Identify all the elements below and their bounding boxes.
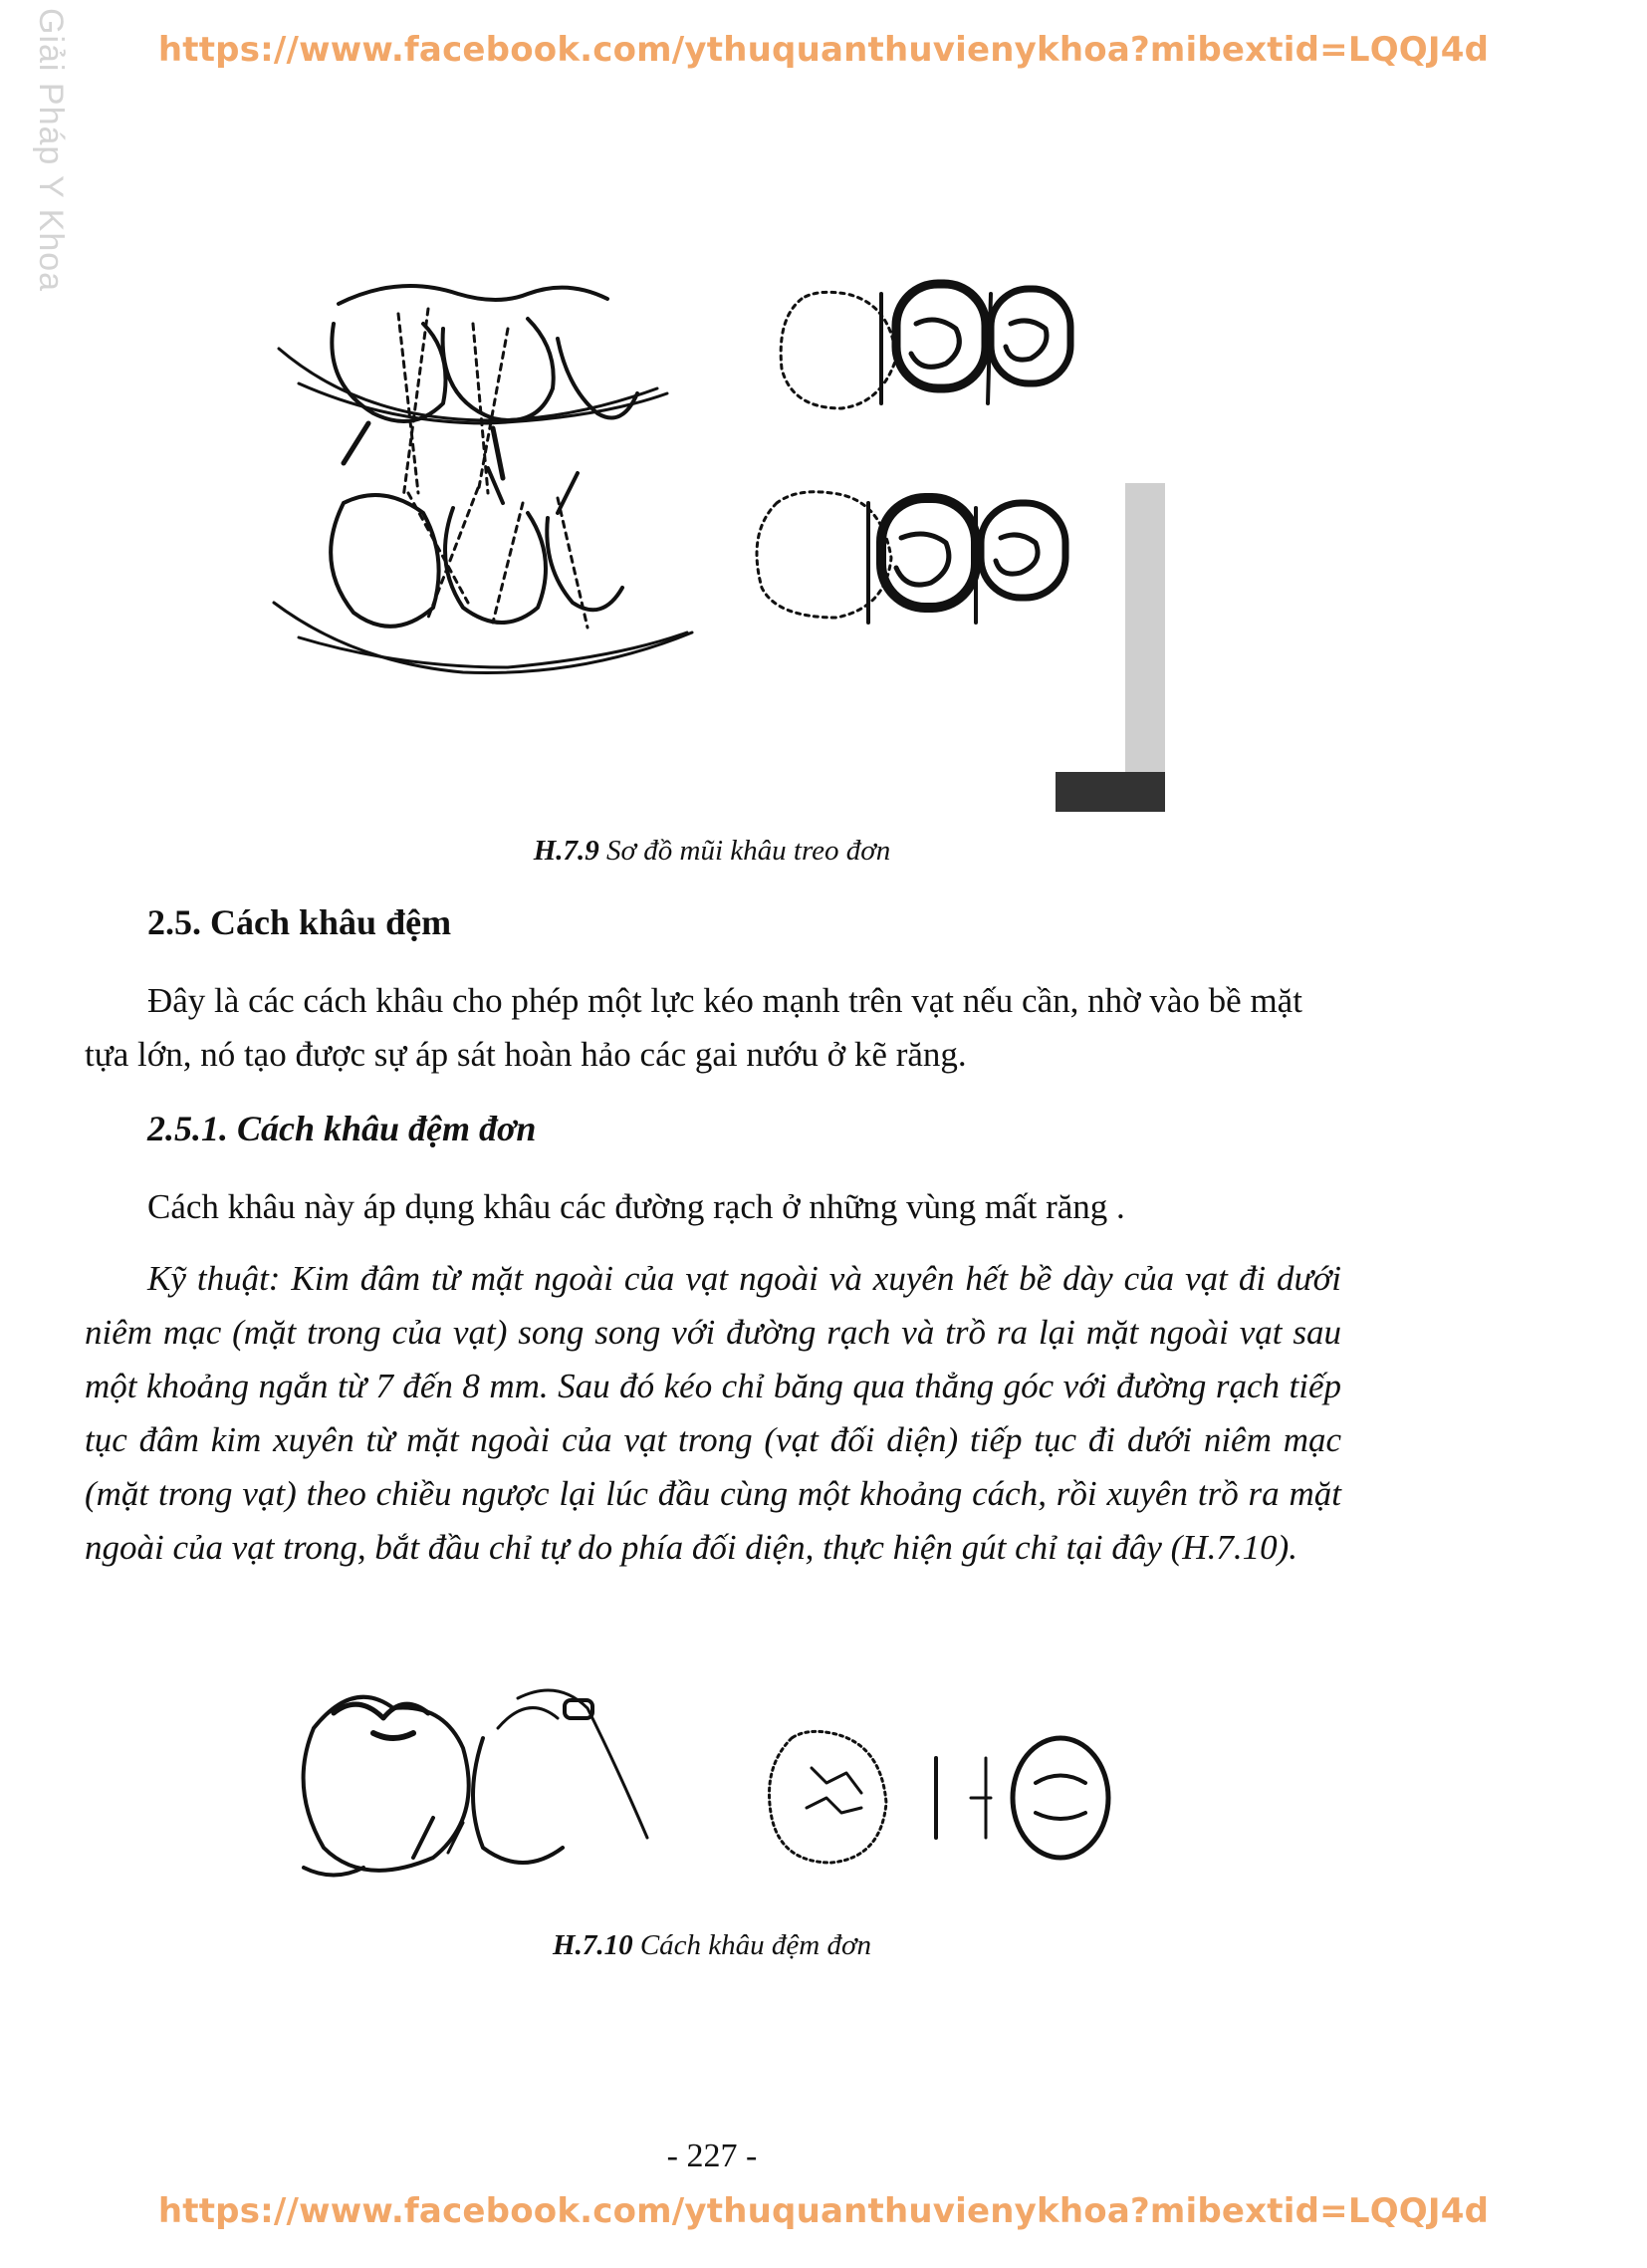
figure-2-caption-text: Cách khâu đệm đơn bbox=[639, 1929, 871, 1961]
figure-sling-suture-diagram bbox=[259, 254, 1165, 812]
section-2-5-1-paragraph: Cách khâu này áp dụng khâu các đường rạch ở những vùng mất răng . bbox=[147, 1187, 1125, 1226]
figure-2-caption bbox=[0, 1929, 1424, 1962]
teeth-lateral-view-bottom bbox=[274, 468, 692, 673]
figure-mattress-suture-diagram bbox=[284, 1668, 1175, 1892]
technique-paragraph: Kỹ thuật: Kim đâm từ mặt ngoài của vạt ngoài và xuyên hết bề dày của vạt đi dưới niêm mạc (mặt trong của vạt) song song với đường rạch và trồ ra lại mặt ngoài vạt sau một khoảng ngắn từ 7 đến 8 mm. Sau đó kéo chỉ băng qua thẳng góc với đường rạch tiếp tục đâm kim xuyên từ mặt ngoài của vạt trong (vạt đối diện) tiếp tục đi dưới niêm mạc (mặt trong vạt) theo chiều ngược lại lúc đầu cùng một khoảng cách, rồi xuyên trồ ra mặt ngoài của vạt trong, bắt đầu chỉ tự do phía đối diện, thực hiện gút chỉ tại đây (H.7.10). bbox=[85, 1259, 1341, 1567]
teeth-lateral-view-top bbox=[279, 286, 667, 498]
figure-1-caption bbox=[0, 835, 1424, 868]
side-watermark: Giải Pháp Y Khoa bbox=[32, 8, 70, 293]
molar-occlusal-view bbox=[770, 1731, 937, 1863]
flap-suture-lateral-view bbox=[448, 1690, 647, 1863]
section-2-5-paragraph: Đây là các cách khâu cho phép một lực kéo mạnh trên vạt nếu cần, nhờ vào bề mặt tựa lớn, nó tạo được sự áp sát hoàn hảo các gai nướu ở kẽ răng. bbox=[85, 981, 1302, 1074]
teeth-occlusal-view-bottom bbox=[757, 492, 1065, 623]
teeth-occlusal-view-top bbox=[781, 284, 1070, 408]
molar-lateral-view bbox=[304, 1697, 469, 1876]
figure-1-caption-text: Sơ đồ mũi khâu treo đơn bbox=[606, 835, 891, 867]
premolar-occlusal-view bbox=[971, 1738, 1108, 1858]
top-link-banner[interactable]: https://www.facebook.com/ythuquanthuvienykhoa?mibextid=LQQJ4d bbox=[157, 30, 1490, 70]
section-2-5-1-heading: 2.5.1. Cách khâu đệm đơn bbox=[147, 1109, 537, 1148]
bottom-link-banner[interactable]: https://www.facebook.com/ythuquanthuvienykhoa?mibextid=LQQJ4d bbox=[157, 2191, 1490, 2231]
page-number: - 227 - bbox=[666, 2138, 758, 2174]
figure-1-label: H.7.9 bbox=[533, 835, 599, 867]
figure-2-label: H.7.10 bbox=[553, 1929, 633, 1961]
section-2-5-heading: 2.5. Cách khâu đệm bbox=[147, 902, 452, 942]
